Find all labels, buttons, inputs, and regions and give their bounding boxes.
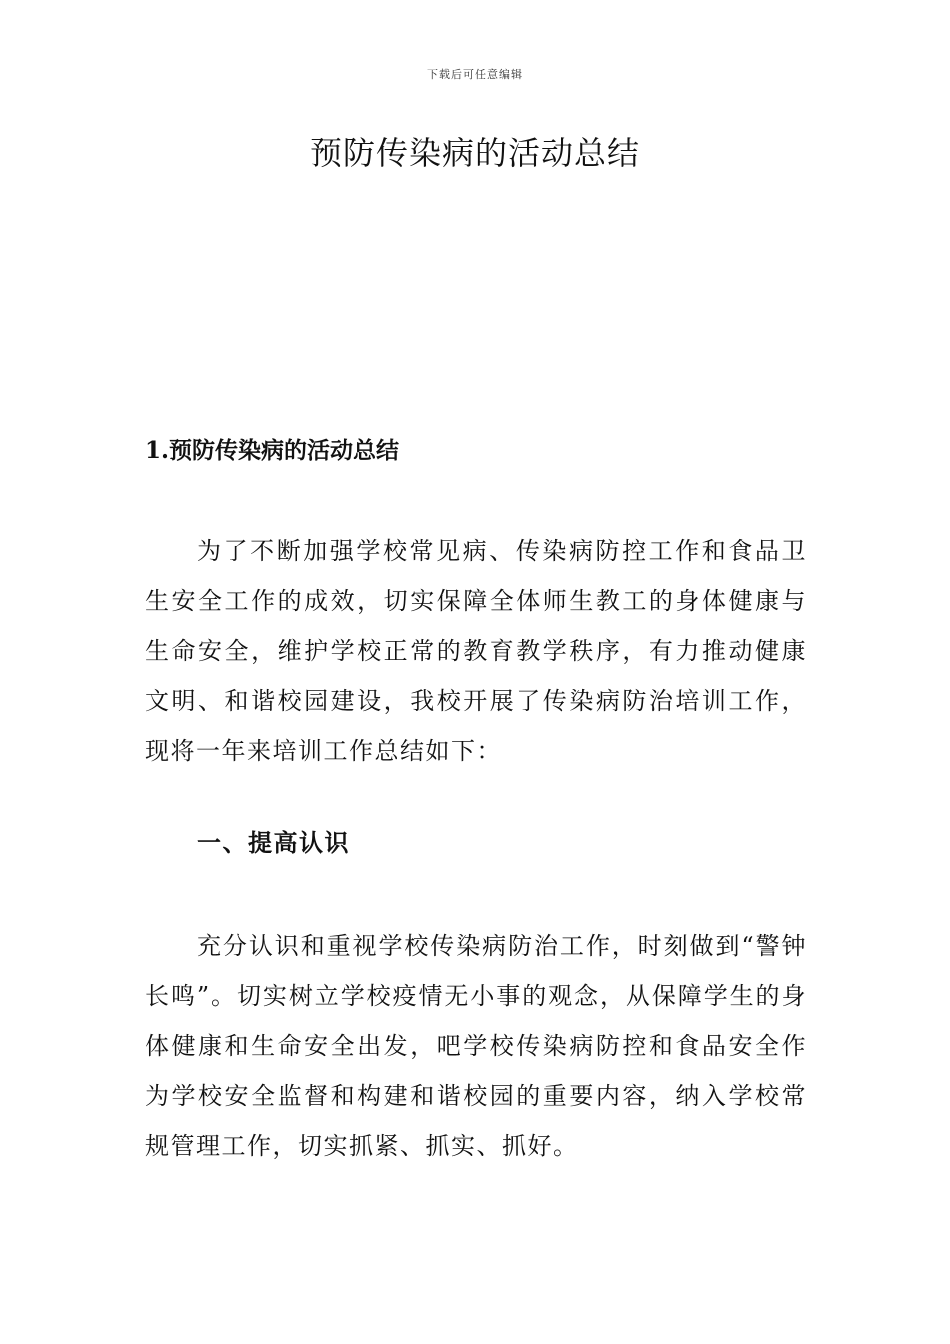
document-title: 预防传染病的活动总结: [309, 134, 640, 172]
body-paragraph-awareness: 充分认识和重视学校传染病防治工作，时刻做到“警钟长鸣”。切实树立学校疫情无小事的观念，从保障学生的身体健康和生命安全出发，吧学校传染病防控和食品安全作为学校安全监督和构建和谐校园的重要内容，纳入学校常规管理工作，切实抓紧、抓实、抓好。: [145, 932, 807, 1160]
header-note: 下载后可任意编辑: [427, 68, 523, 81]
sub-heading-raise-awareness: 一、提高认识: [197, 828, 350, 857]
section-heading: 1.预防传染病的活动总结: [145, 437, 400, 464]
body-paragraph-intro: 为了不断加强学校常见病、传染病防控工作和食品卫生安全工作的成效，切实保障全体师生教工的身体健康与生命安全，维护学校正常的教育教学秩序，有力推动健康文明、和谐校园建设，我校开展了传染病防治培训工作，现将一年来培训工作总结如下：: [145, 537, 807, 765]
